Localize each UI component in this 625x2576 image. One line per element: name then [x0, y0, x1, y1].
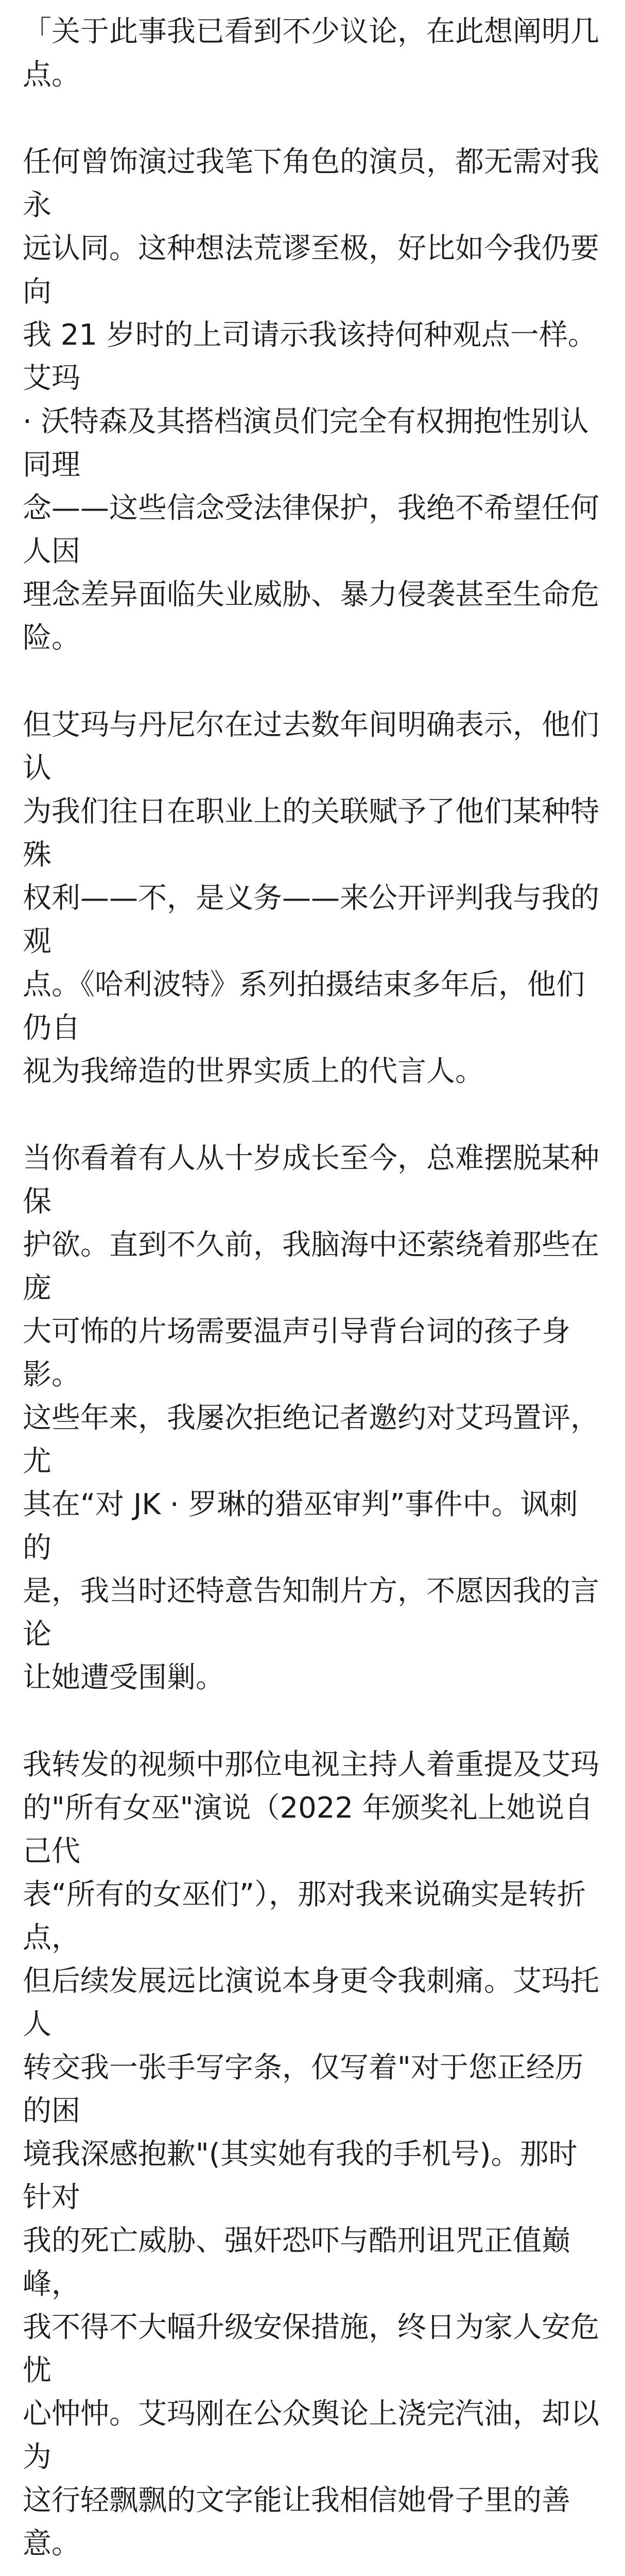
paragraph-all-witches-speech: 我转发的视频中那位电视主持人着重提及艾玛 的"所有女巫"演说（2022 年颁奖礼上她说自己代 表“所有的女巫们”），那对我来说确实是转折点， 但后续发展远比演说本身更令我刺痛。艾玛托人 转交我一张手写字条，仅写着"对于您正经历的困 境我深感抱歉"(其实她有我的手机号)。那时针对 我的死亡威胁、强奸恐吓与酷刑诅咒正值巅峰， 我不得不大幅升级安保措施，终日为家人安危忧 心忡忡。艾玛刚在公众舆论上浇完汽油，却以为 这行轻飘飘的文字能让我相信她骨子里的善意。 — [23, 1748, 599, 2561]
paragraph-protectiveness: 当你看着有人从十岁成长至今，总难摆脱某种保 护欲。直到不久前，我脑海中还萦绕着那些在庞 大可怖的片场需要温声引导背台词的孩子身影。 这些年来，我屡次拒绝记者邀约对艾玛置评，尤 其在“对 JK · 罗琳的猎巫审判”事件中。讽刺的 是，我当时还特意告知制片方，不愿因我的言论 让她遭受围剿。 — [23, 1142, 599, 1694]
paragraph-opening: 「关于此事我已看到不少议论，在此想阐明几点。 — [23, 15, 599, 92]
paragraph-actors-freedom: 任何曾饰演过我笔下角色的演员，都无需对我永 远认同。这种想法荒谬至极，好比如今我仍要向 我 21 岁时的上司请示我该持何种观点一样。艾玛 · 沃特森及其搭档演员们完全有权拥抱性别认同理 念——这些信念受法律保护，我绝不希望任何人因 理念差异面临失业威胁、暴力侵袭甚至生命危 险。 — [23, 145, 599, 655]
paragraph-spokespeople: 但艾玛与丹尼尔在过去数年间明确表示，他们认 为我们往日在职业上的关联赋予了他们某种特殊 权利——不，是义务——来公开评判我与我的观 点。《哈利波特》系列拍摄结束多年后，他们仍自 视为我缔造的世界实质上的代言人。 — [23, 708, 599, 1088]
